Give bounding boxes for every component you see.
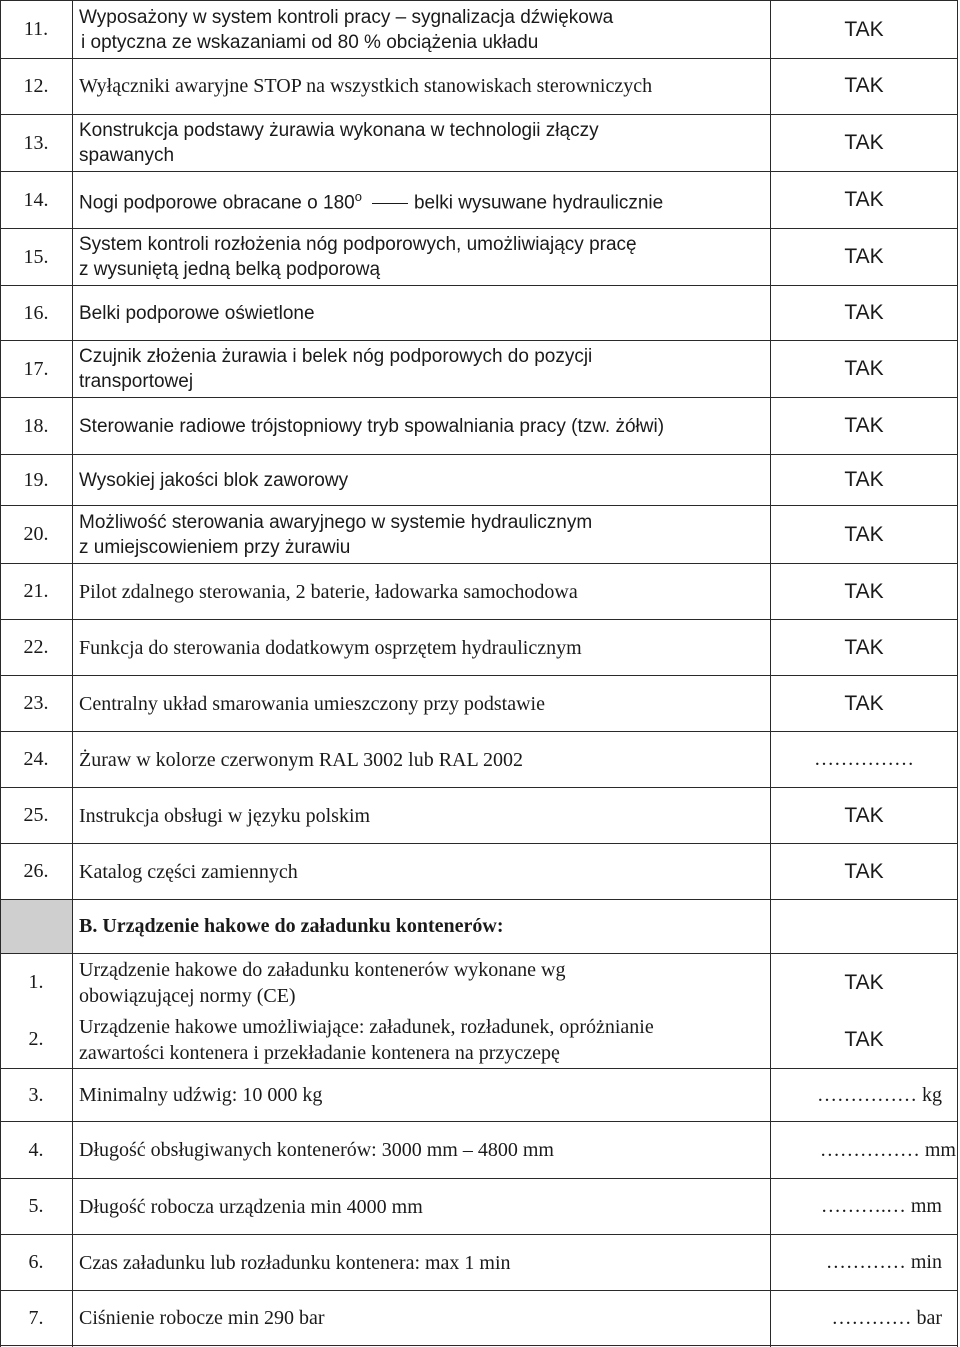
description-line: Długość robocza urządzenia min 4000 mm bbox=[79, 1195, 423, 1218]
table-row bbox=[0, 620, 958, 676]
row-value: TAK bbox=[844, 691, 884, 715]
row-description bbox=[79, 115, 779, 171]
row-value: TAK bbox=[844, 17, 884, 41]
row-description bbox=[79, 564, 779, 619]
row-value: TAK bbox=[844, 414, 884, 437]
description-line: Możliwość sterowania awaryjnego w systemie hydraulicznym bbox=[79, 511, 593, 533]
description-line: Sterowanie radiowe trójstopniowy tryb spowalniania pracy (tzw. żółwi) bbox=[79, 415, 665, 437]
row-description bbox=[79, 398, 779, 454]
row-value-blank: …………… kg bbox=[817, 1083, 942, 1106]
table-row bbox=[0, 844, 958, 900]
description-text: Nogi podporowe obracane o 180 bbox=[79, 192, 355, 214]
row-number: 1. bbox=[28, 971, 44, 993]
description-line: Czujnik złożenia żurawia i belek nóg podporowych do pozycji bbox=[79, 346, 593, 367]
shaded-cell bbox=[0, 900, 72, 953]
table-row bbox=[0, 1235, 958, 1291]
row-description bbox=[79, 1014, 779, 1066]
description-line: Czas załadunku lub rozładunku kontenera: max 1 min bbox=[79, 1251, 511, 1274]
description-line: Konstrukcja podstawy żurawia wykonana w technologii złączy bbox=[79, 120, 599, 141]
row-number: 19. bbox=[23, 468, 49, 491]
row-description bbox=[79, 732, 779, 787]
row-number: 7. bbox=[28, 1306, 44, 1329]
table-row bbox=[0, 676, 958, 732]
table-row bbox=[0, 506, 958, 564]
row-number: 2. bbox=[28, 1028, 44, 1050]
row-description bbox=[79, 286, 779, 340]
row-value-blank: ………… bar bbox=[831, 1306, 942, 1329]
description-text: belki wysuwane hydraulicznie bbox=[413, 192, 664, 214]
row-description bbox=[79, 1, 779, 58]
row-description bbox=[79, 1069, 779, 1121]
row-number: 14. bbox=[23, 188, 49, 211]
row-number: 23. bbox=[23, 692, 49, 714]
table-row bbox=[0, 455, 958, 506]
row-value: TAK bbox=[844, 245, 884, 268]
row-value-blank: ……….… mm bbox=[820, 1195, 942, 1217]
description-line: Pilot zdalnego sterowania, 2 baterie, ładowarka samochodowa bbox=[79, 580, 578, 603]
table-row bbox=[0, 58, 958, 115]
row-value: TAK bbox=[844, 301, 884, 324]
row-description bbox=[79, 1122, 779, 1178]
table-row bbox=[0, 1291, 958, 1346]
description-line: i optyczna ze wskazaniami od 80 % obciążenia układu bbox=[81, 31, 539, 53]
table-row bbox=[0, 1179, 958, 1235]
row-description bbox=[79, 1291, 779, 1345]
row-value: TAK bbox=[844, 1027, 884, 1051]
row-number: 11. bbox=[23, 18, 49, 40]
row-number: 3. bbox=[28, 1083, 44, 1106]
row-number: 4. bbox=[28, 1138, 44, 1161]
description-line: transportowej bbox=[79, 371, 194, 392]
table-row bbox=[0, 564, 958, 620]
row-description bbox=[79, 676, 779, 731]
description-line: Centralny układ smarowania umieszczony przy podstawie bbox=[79, 692, 545, 715]
row-description bbox=[79, 844, 779, 899]
row-value: TAK bbox=[844, 74, 884, 97]
description-line: Żuraw w kolorze czerwonym RAL 3002 lub RAL 2002 bbox=[79, 748, 523, 771]
row-value: TAK bbox=[844, 468, 884, 491]
row-value: TAK bbox=[844, 803, 884, 827]
row-number: 16. bbox=[23, 301, 49, 324]
row-number: 12. bbox=[23, 74, 49, 97]
row-description bbox=[79, 1179, 779, 1234]
row-number: 20. bbox=[23, 523, 49, 545]
description-line: Belki podporowe oświetlone bbox=[79, 302, 315, 324]
row-number: 24. bbox=[23, 748, 49, 770]
table-row bbox=[0, 1122, 958, 1179]
description-line: zawartości kontenera i przekładanie kontenera na przyczepę bbox=[79, 1041, 560, 1064]
description-line: Urządzenie hakowe umożliwiające: załadunek, rozładunek, opróżnianie bbox=[79, 1015, 654, 1038]
row-description bbox=[79, 506, 779, 563]
description-line: Urządzenie hakowe do załadunku kontenerów wykonane wg bbox=[79, 958, 566, 981]
description-line: Katalog części zamiennych bbox=[79, 860, 298, 883]
row-value: TAK bbox=[844, 579, 884, 603]
description-line: Wyposażony w system kontroli pracy – sygnalizacja dźwiękowa bbox=[79, 6, 614, 28]
description-line: spawanych bbox=[79, 145, 175, 166]
table-divider bbox=[770, 0, 771, 1347]
row-number: 21. bbox=[23, 580, 49, 602]
description-line: Długość obsługiwanych kontenerów: 3000 mm – 4800 mm bbox=[79, 1139, 554, 1161]
description-line: Funkcja do sterowania dodatkowym osprzętem hydraulicznym bbox=[79, 636, 582, 659]
row-value-blank: …………… mm bbox=[819, 1138, 956, 1161]
row-description bbox=[79, 1235, 779, 1290]
row-value: TAK bbox=[844, 522, 884, 546]
description-line: Ciśnienie robocze min 290 bar bbox=[79, 1307, 325, 1329]
row-value: TAK bbox=[844, 859, 884, 883]
table-row bbox=[0, 229, 958, 286]
row-number: 15. bbox=[23, 245, 49, 268]
row-number: 25. bbox=[23, 804, 49, 826]
table-row bbox=[0, 1069, 958, 1122]
row-value: TAK bbox=[844, 357, 884, 380]
row-value-blank: …………… bbox=[814, 748, 914, 770]
section-heading: B. Urządzenie hakowe do załadunku kontenerów: bbox=[79, 915, 504, 937]
row-description bbox=[79, 455, 779, 505]
row-value: TAK bbox=[844, 635, 884, 659]
row-description bbox=[79, 341, 779, 397]
table-row bbox=[0, 172, 958, 229]
table-border-left bbox=[0, 0, 1, 1347]
row-number: 26. bbox=[23, 860, 49, 882]
table-row bbox=[0, 732, 958, 788]
description-line: Wysokiej jakości blok zaworowy bbox=[79, 469, 349, 491]
row-number: 18. bbox=[23, 414, 49, 437]
table-row bbox=[0, 788, 958, 844]
row-number: 6. bbox=[28, 1251, 44, 1273]
row-description bbox=[79, 172, 779, 228]
description-line: z wysuniętą jedną belką podporową bbox=[79, 259, 381, 280]
row-number: 5. bbox=[28, 1195, 44, 1217]
row-description bbox=[79, 229, 779, 285]
description-line: System kontroli rozłożenia nóg podporowych, umożliwiający pracę bbox=[79, 234, 637, 255]
row-description bbox=[79, 620, 779, 675]
table-row-pair bbox=[0, 954, 958, 1069]
degree-superscript: o bbox=[354, 189, 362, 205]
description-line: Instrukcja obsługi w języku polskim bbox=[79, 804, 371, 827]
description-line: Minimalny udźwig: 10 000 kg bbox=[79, 1084, 323, 1106]
table-row bbox=[0, 398, 958, 455]
row-value: TAK bbox=[844, 131, 884, 154]
table-row bbox=[0, 0, 958, 59]
row-number: 17. bbox=[23, 357, 49, 380]
table-row bbox=[0, 286, 958, 341]
description-line: z umiejscowieniem przy żurawiu bbox=[79, 536, 351, 558]
table-row bbox=[0, 115, 958, 172]
row-number: 13. bbox=[23, 131, 49, 154]
row-value-blank: ………… min bbox=[825, 1251, 942, 1273]
dash-separator bbox=[372, 203, 408, 204]
row-description bbox=[79, 58, 779, 114]
description-line: obowiązującej normy (CE) bbox=[79, 984, 296, 1007]
row-description bbox=[79, 788, 779, 843]
row-value: TAK bbox=[844, 970, 884, 994]
table-border-right bbox=[957, 0, 958, 1347]
row-description bbox=[79, 957, 779, 1009]
description-line: Wyłączniki awaryjne STOP na wszystkich stanowiskach sterowniczych bbox=[79, 75, 653, 97]
table-divider bbox=[72, 0, 73, 1347]
row-number: 22. bbox=[23, 636, 49, 658]
section-b-heading-row bbox=[0, 900, 958, 954]
table-row bbox=[0, 341, 958, 398]
row-value: TAK bbox=[844, 188, 884, 211]
